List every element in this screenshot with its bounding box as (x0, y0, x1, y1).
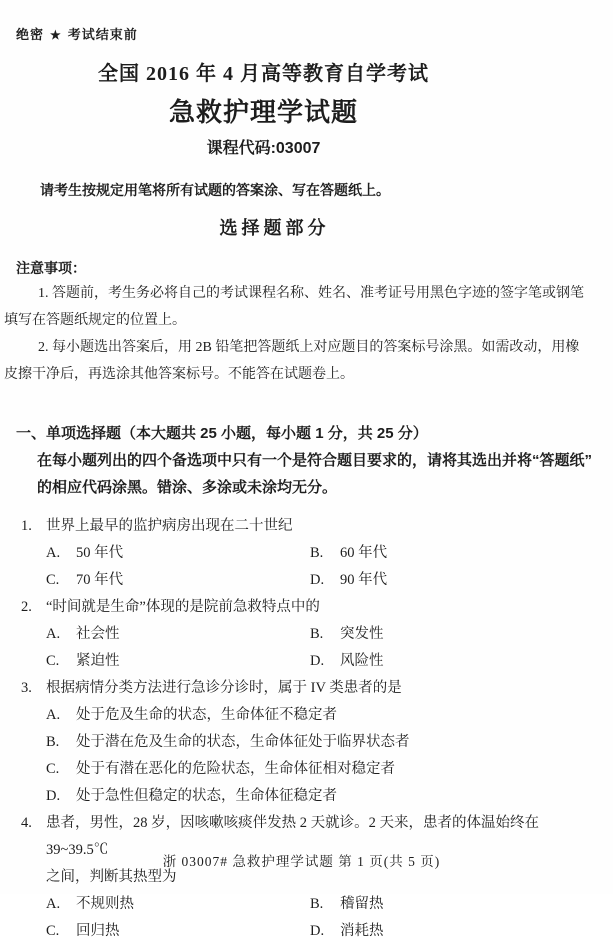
option-label: C. (46, 572, 60, 588)
note-1-line-1: 1. 答题前，考生务必将自己的考试课程名称、姓名、准考证号用黑色字迹的签字笔或钢笔 (38, 286, 584, 301)
question-3 (16, 675, 597, 810)
option-3-b (46, 729, 597, 756)
option-text: 紧迫性 (76, 653, 120, 669)
secrecy-label-left: 绝密 (16, 27, 45, 42)
star-icon: ★ (50, 28, 62, 42)
option-4-a (46, 891, 310, 918)
option-1-d (310, 567, 597, 594)
option-3-d (46, 783, 597, 810)
options (16, 891, 597, 945)
note-2-line-1: 2. 每小题选出答案后，用 2B 铅笔把答题纸上对应题目的答案标号涂黑。如需改动，用橡 (38, 340, 580, 355)
options (16, 621, 597, 675)
option-3-a (46, 702, 597, 729)
option-text: 90 年代 (340, 572, 388, 588)
question-number: 4. (21, 815, 32, 831)
option-text: 处于有潜在恶化的危险状态，生命体征相对稳定者 (76, 761, 395, 777)
option-label: B. (310, 896, 324, 912)
question-number: 2. (21, 599, 32, 615)
question-stem-continuation: 之间，判断其热型为 (46, 869, 177, 885)
part-one-instruction-line-2: 的相应代码涂黑。错涂、多涂或未涂均无分。 (37, 479, 338, 496)
option-label: C. (46, 761, 60, 777)
question-1 (16, 513, 597, 594)
option-4-d (310, 918, 597, 945)
exam-session-title: 全国 2016 年 4 月高等教育自学考试 (98, 63, 429, 85)
option-text: 不规则热 (76, 896, 134, 912)
option-text: 60 年代 (340, 545, 388, 561)
option-text: 突发性 (340, 626, 384, 642)
option-text: 消耗热 (340, 923, 384, 939)
question-4 (16, 810, 597, 945)
option-label: D. (310, 572, 325, 588)
note-2-line-2: 皮擦干净后，再选涂其他答案标号。不能答在试题卷上。 (4, 367, 354, 382)
option-1-c (46, 567, 310, 594)
question-number: 1. (21, 518, 32, 534)
option-label: C. (46, 923, 60, 939)
option-label: D. (310, 923, 325, 939)
option-text: 处于危及生命的状态，生命体征不稳定者 (76, 707, 337, 723)
secrecy-label-right: 考试结束前 (67, 27, 138, 42)
course-code: 课程代码:03007 (206, 140, 321, 157)
option-4-c (46, 918, 310, 945)
answer-sheet-instruction: 请考生按规定用笔将所有试题的答案涂、写在答题纸上。 (40, 182, 390, 198)
option-3-c (46, 756, 597, 783)
page-footer: 浙 03007# 急救护理学试题 第 1 页(共 5 页) (162, 854, 441, 869)
option-label: B. (46, 734, 60, 750)
subject-title: 急救护理学试题 (168, 97, 358, 127)
question-stem-text: 根据病情分类方法进行急诊分诊时，属于 IV 类患者的是 (46, 680, 402, 696)
option-2-b (310, 621, 597, 648)
option-2-c (46, 648, 310, 675)
option-label: D. (46, 788, 61, 804)
option-text: 风险性 (340, 653, 384, 669)
option-label: A. (46, 707, 61, 723)
question-stem-text: 患者，男性，28 岁，因咳嗽咳痰伴发热 2 天就诊。2 天来，患者的体温始终在 39~39.5℃ (46, 815, 539, 858)
part-one-instruction-line-1: 在每小题列出的四个备选项中只有一个是符合题目要求的，请将其选出并将“答题纸” (37, 452, 593, 469)
option-4-b (310, 891, 597, 918)
option-1-b (310, 540, 597, 567)
notes-block (4, 256, 597, 388)
option-label: B. (310, 626, 324, 642)
section-title: 选择题部分 (219, 218, 330, 238)
question-stem (16, 675, 597, 702)
note-1-line-2: 填写在答题纸规定的位置上。 (4, 313, 186, 328)
question-2 (16, 594, 597, 675)
option-text: 社会性 (76, 626, 120, 642)
option-label: A. (46, 626, 61, 642)
question-stem (16, 594, 597, 621)
secrecy-banner (16, 24, 597, 43)
option-label: C. (46, 653, 60, 669)
options (16, 702, 597, 810)
question-stem-text: 世界上最早的监护病房出现在二十世纪 (46, 518, 293, 534)
option-text: 处于潜在危及生命的状态，生命体征处于临界状态者 (76, 734, 410, 750)
option-text: 稽留热 (340, 896, 384, 912)
option-2-a (46, 621, 310, 648)
question-number: 3. (21, 680, 32, 696)
option-label: D. (310, 653, 325, 669)
option-2-d (310, 648, 597, 675)
question-stem (16, 513, 597, 540)
option-1-a (46, 540, 310, 567)
notes-heading: 注意事项： (16, 260, 86, 276)
option-label: B. (310, 545, 324, 561)
part-one-block (16, 420, 597, 501)
option-text: 50 年代 (76, 545, 124, 561)
option-text: 处于急性但稳定的状态，生命体征稳定者 (76, 788, 337, 804)
question-stem-text: “时间就是生命”体现的是院前急救特点中的 (46, 599, 320, 615)
option-label: A. (46, 545, 61, 561)
part-one-heading: 一、单项选择题（本大题共 25 小题，每小题 1 分，共 25 分） (16, 425, 428, 442)
question-list (16, 513, 597, 945)
options (16, 540, 597, 594)
option-text: 回归热 (76, 923, 120, 939)
option-text: 70 年代 (76, 572, 124, 588)
option-label: A. (46, 896, 61, 912)
